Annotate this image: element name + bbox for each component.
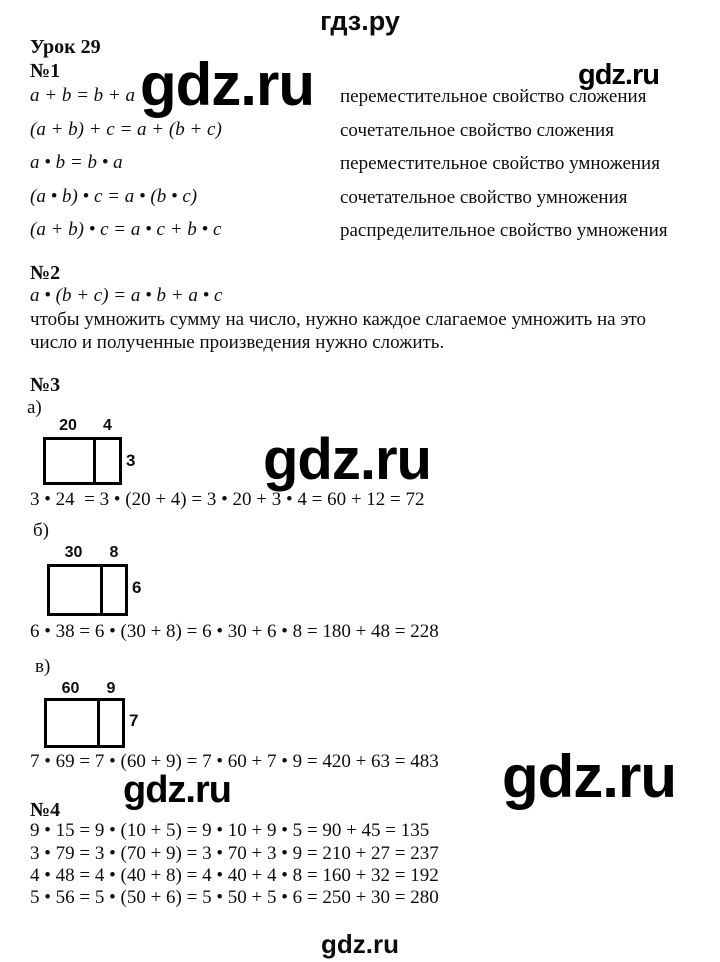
- task1-row-description: сочетательное свойство умножения: [340, 187, 628, 208]
- task3-part-a-height-label: 3: [126, 451, 136, 470]
- task2-formula: a • (b + c) = a • b + a • c: [30, 285, 223, 306]
- task3-number: №3: [30, 374, 61, 396]
- task2-explanation-line2: число и полученные произведения нужно сложить.: [30, 332, 445, 353]
- task1-number: №1: [30, 60, 61, 82]
- task3-part-v-height-label: 7: [129, 711, 139, 730]
- task4-equation-line: 9 • 15 = 9 • (10 + 5) = 9 • 10 + 9 • 5 = 90 + 45 = 135: [30, 820, 430, 841]
- task2-number: №2: [30, 262, 61, 284]
- task1-row-description: сочетательное свойство сложения: [340, 120, 614, 141]
- task3-part-v-width-right-label: 9: [106, 680, 116, 697]
- task1-row-description: распределительное свойство умножения: [340, 220, 668, 241]
- gdz-watermark-small-topright: gdz.ru: [578, 59, 659, 91]
- task3-part-v-rectangle-diagram: [44, 698, 125, 748]
- task3-part-b-equation: 6 • 38 = 6 • (30 + 8) = 6 • 30 + 6 • 8 = 180 + 48 = 228: [30, 621, 439, 642]
- task3-part-b-rectangle-divider: [100, 567, 103, 613]
- task1-row-formula: a + b = b + a: [30, 85, 135, 106]
- gdz-watermark-large-task1: gdz.ru: [140, 51, 314, 118]
- site-header-logo: гдз.ру: [320, 6, 400, 36]
- task4-equation-line: 3 • 79 = 3 • (70 + 9) = 3 • 70 + 3 • 9 = 210 + 27 = 237: [30, 843, 439, 864]
- gdz-watermark-large-right: gdz.ru: [502, 743, 676, 810]
- task3-part-a-rectangle-diagram: [43, 437, 122, 485]
- task4-equation-line: 4 • 48 = 4 • (40 + 8) = 4 • 40 + 4 • 8 = 160 + 32 = 192: [30, 865, 439, 886]
- task3-part-b-height-label: 6: [132, 578, 142, 597]
- task1-row-description: переместительное свойство сложения: [340, 86, 647, 107]
- task3-part-b-label: б): [33, 520, 49, 541]
- task3-part-a-width-right-label: 4: [103, 417, 112, 434]
- task3-part-a-equation: 3 • 24 = 3 • (20 + 4) = 3 • 20 + 3 • 4 = 60 + 12 = 72: [30, 489, 425, 510]
- task3-part-v-rectangle-divider: [97, 701, 100, 745]
- site-footer-logo: gdz.ru: [321, 929, 399, 959]
- task1-row-formula: a • b = b • a: [30, 152, 123, 173]
- task3-part-v-width-left-label: 60: [61, 680, 80, 697]
- task3-part-b-width-right-label: 8: [109, 544, 119, 561]
- task3-part-v-equation: 7 • 69 = 7 • (60 + 9) = 7 • 60 + 7 • 9 = 420 + 63 = 483: [30, 751, 439, 772]
- task1-row-formula: (a + b) • c = a • c + b • c: [30, 219, 222, 240]
- lesson-title: Урок 29: [30, 36, 101, 58]
- task2-explanation-line1: чтобы умножить сумму на число, нужно каждое слагаемое умножить на это: [30, 309, 647, 330]
- task3-part-a-rectangle-divider: [93, 440, 96, 482]
- task4-equation-line: 5 • 56 = 5 • (50 + 6) = 5 • 50 + 5 • 6 = 250 + 30 = 280: [30, 887, 439, 908]
- task3-part-a-width-left-label: 20: [59, 417, 77, 434]
- gdz-watermark-medium-task4: gdz.ru: [123, 769, 231, 811]
- task3-part-a-label: а): [27, 397, 42, 418]
- task3-part-b-rectangle-diagram: [47, 564, 128, 616]
- task1-row-formula: (a + b) + c = a + (b + c): [30, 119, 222, 140]
- task3-part-v-label: в): [35, 656, 51, 677]
- task4-number: №4: [30, 799, 61, 821]
- task3-part-b-width-left-label: 30: [64, 544, 83, 561]
- task1-row-formula: (a • b) • c = a • (b • c): [30, 186, 198, 207]
- task1-row-description: переместительное свойство умножения: [340, 153, 660, 174]
- gdz-watermark-large-task3: gdz.ru: [263, 427, 431, 492]
